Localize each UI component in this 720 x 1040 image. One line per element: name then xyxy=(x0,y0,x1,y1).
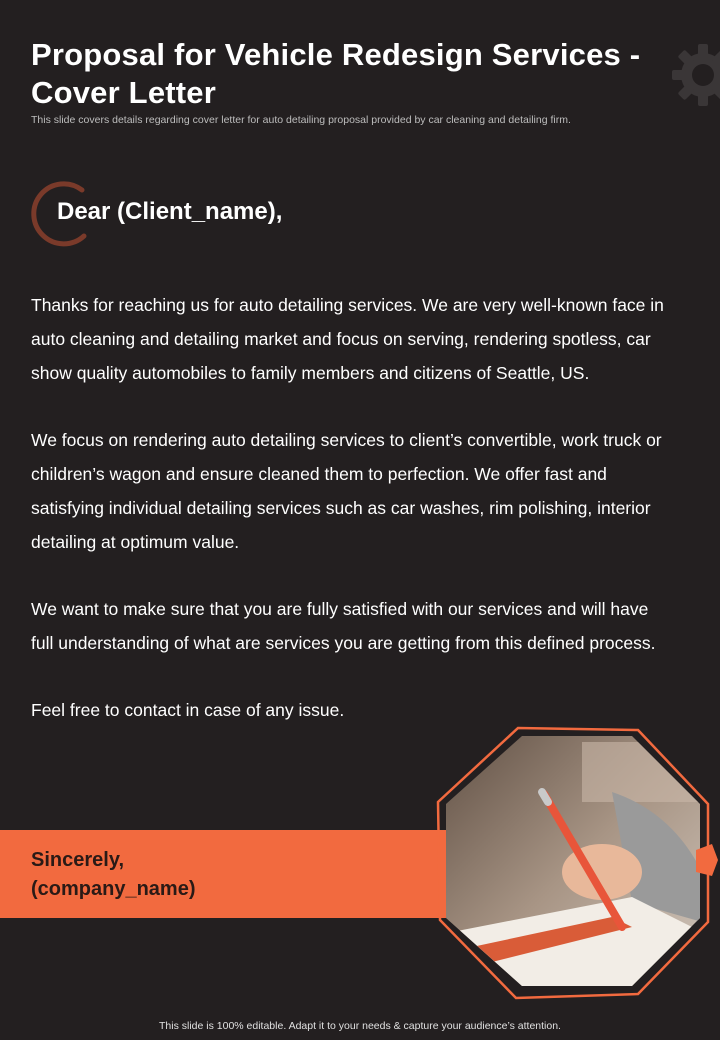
paragraph: We focus on rendering auto detailing services to client’s convertible, work truck or children’s wagon and ensure cleaned them to perfection. We offer fast and satisfying individual detailing services such as car washes, rim polishing, interior detailing at optimum value. xyxy=(31,430,662,552)
company-name: (company_name) xyxy=(31,878,196,900)
paragraph: We want to make sure that you are fully satisfied with our services and will have full understanding of what are services you are getting from this defined process. xyxy=(31,599,656,653)
footer-note: This slide is 100% editable. Adapt it to your needs & capture your audience’s attention. xyxy=(159,1020,561,1032)
page-subtitle: This slide covers details regarding cover letter for auto detailing proposal provided by car cleaning and detailing firm. xyxy=(31,114,571,126)
gear-icon xyxy=(668,40,720,110)
closing: Sincerely, xyxy=(31,849,125,871)
salutation: Dear (Client_name), xyxy=(57,198,283,225)
writing-hand-photo xyxy=(432,722,718,1008)
letter-body xyxy=(31,288,671,760)
page-title: Proposal for Vehicle Redesign Services - Cover Letter xyxy=(31,37,641,110)
signature-block xyxy=(31,846,196,904)
paragraph: Feel free to contact in case of any issue. xyxy=(31,700,345,720)
paragraph: Thanks for reaching us for auto detailing services. We are very well-known face in auto cleaning and detailing market and focus on serving, rendering spotless, car show quality automobiles to family members and citizens of Seattle, US. xyxy=(31,295,664,383)
